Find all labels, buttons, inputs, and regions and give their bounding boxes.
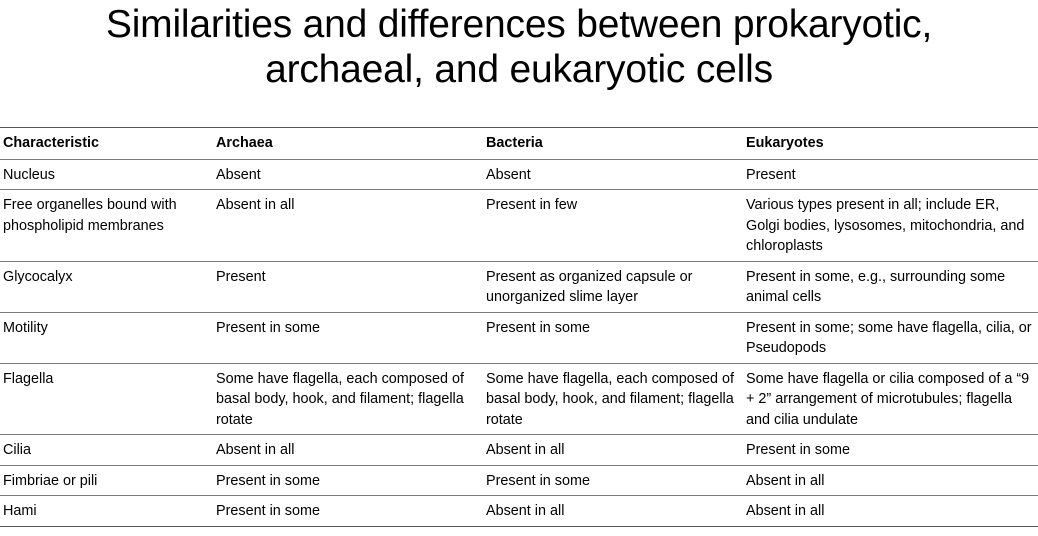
row-archaea: Present in some xyxy=(213,465,483,496)
table-header-row xyxy=(0,128,1038,160)
title-line-1: Similarities and differences between prokaryotic, xyxy=(105,3,933,46)
row-characteristic: Nucleus xyxy=(0,159,213,190)
table-row xyxy=(0,159,1038,190)
page-title xyxy=(0,2,1038,92)
row-eukaryotes: Present in some; some have flagella, cilia, or Pseudopods xyxy=(743,312,1038,363)
row-eukaryotes: Present in some, e.g., surrounding some animal cells xyxy=(743,261,1038,312)
row-archaea: Present in some xyxy=(213,496,483,527)
row-bacteria: Present as organized capsule or unorganized slime layer xyxy=(483,261,743,312)
row-characteristic: Free organelles bound with phospholipid membranes xyxy=(0,190,213,262)
table-row xyxy=(0,190,1038,262)
row-archaea: Present xyxy=(213,261,483,312)
row-eukaryotes: Absent in all xyxy=(743,496,1038,527)
comparison-table-container xyxy=(0,127,1038,527)
header-eukaryotes: Eukaryotes xyxy=(743,128,1038,160)
row-characteristic: Flagella xyxy=(0,363,213,435)
row-characteristic: Fimbriae or pili xyxy=(0,465,213,496)
table-row xyxy=(0,465,1038,496)
table-row xyxy=(0,261,1038,312)
row-bacteria: Present in few xyxy=(483,190,743,262)
row-bacteria: Absent in all xyxy=(483,496,743,527)
row-archaea: Present in some xyxy=(213,312,483,363)
table-row xyxy=(0,312,1038,363)
row-eukaryotes: Present xyxy=(743,159,1038,190)
row-characteristic: Cilia xyxy=(0,435,213,466)
row-archaea: Absent in all xyxy=(213,190,483,262)
row-eukaryotes: Some have flagella or cilia composed of a “9 + 2” arrangement of microtubules; flagella and cilia undulate xyxy=(743,363,1038,435)
row-archaea: Absent xyxy=(213,159,483,190)
row-bacteria: Present in some xyxy=(483,312,743,363)
row-archaea: Absent in all xyxy=(213,435,483,466)
row-archaea: Some have flagella, each composed of basal body, hook, and filament; flagella rotate xyxy=(213,363,483,435)
row-bacteria: Absent xyxy=(483,159,743,190)
table-row xyxy=(0,435,1038,466)
header-bacteria: Bacteria xyxy=(483,128,743,160)
table-row xyxy=(0,496,1038,527)
row-bacteria: Some have flagella, each composed of basal body, hook, and filament; flagella rotate xyxy=(483,363,743,435)
row-bacteria: Absent in all xyxy=(483,435,743,466)
row-bacteria: Present in some xyxy=(483,465,743,496)
row-eukaryotes: Various types present in all; include ER, Golgi bodies, lysosomes, mitochondria, and chloroplasts xyxy=(743,190,1038,262)
row-eukaryotes: Absent in all xyxy=(743,465,1038,496)
title-line-2: archaeal, and eukaryotic cells xyxy=(265,48,773,91)
row-eukaryotes: Present in some xyxy=(743,435,1038,466)
row-characteristic: Glycocalyx xyxy=(0,261,213,312)
header-archaea: Archaea xyxy=(213,128,483,160)
table-row xyxy=(0,363,1038,435)
header-characteristic: Characteristic xyxy=(0,128,213,160)
row-characteristic: Motility xyxy=(0,312,213,363)
row-characteristic: Hami xyxy=(0,496,213,527)
comparison-table xyxy=(0,127,1038,527)
